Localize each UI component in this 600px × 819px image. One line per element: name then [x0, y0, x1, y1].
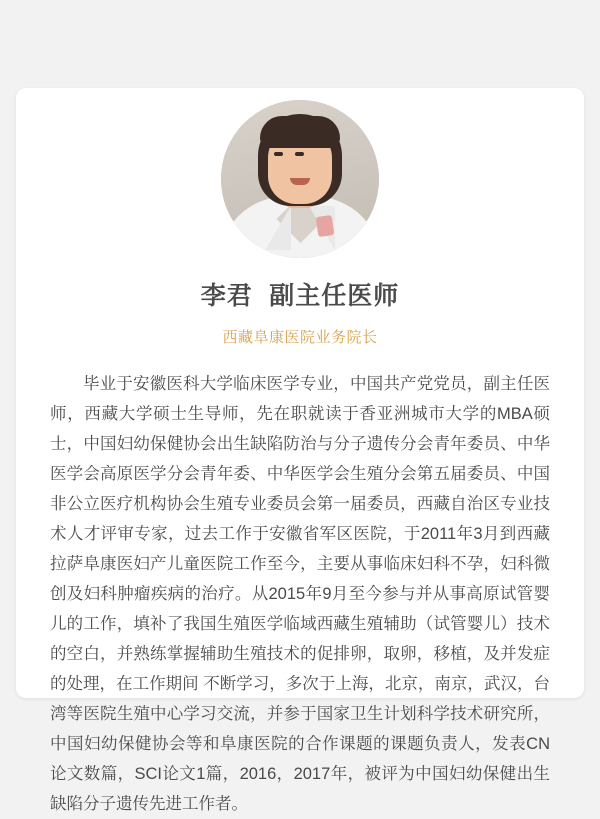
portrait-fringe	[260, 116, 340, 148]
doctor-position: 西藏阜康医院业务院长	[222, 329, 378, 346]
portrait-eye-right	[295, 152, 304, 156]
avatar	[217, 96, 383, 262]
doctor-biography: 毕业于安徽医科大学临床医学专业，中国共产党党员，副主任医师，西藏大学硕士生导师，先在职就读于香亚洲城市大学的MBA硕士，中国妇幼保健协会出生缺陷防治与分子遗传分会青年委员、中华医学会高原医学分会青年委、中华医学会生殖分会第五届委员、中国非公立医疗机构协会生殖专业委员会第一届委员，西藏自治区专业技术人才评审专家，过去工作于安徽省军区医院，于2011年3月到西藏拉萨阜康医妇产儿童医院工作至今，主要从事临床妇科不孕，妇科微创及妇科肿瘤疾病的治疗。从2015年9月至今参与并从事高原试管婴儿的工作，填补了我国生殖医学临域西藏生殖辅助（试管婴儿）技术的空白，并熟练掌握辅助生殖技术的促排卵，取卵，移植，及并发症的处理，在工作期间 不断学习，多次于上海，北京，南京，武汉，台湾等医院生殖中心学习交流，并参于国家卫生计划科学技术研究所，中国妇幼保健协会等和阜康医院的合作课题的课题负责人，发表CN论文数篇，SCI论文1篇，2016，2017年，被评为中国妇幼保健出生缺陷分子遗传先进工作者。	[50, 375, 550, 813]
doctor-title: 副主任医师	[269, 282, 400, 310]
profile-card	[16, 88, 584, 813]
name-row	[50, 276, 550, 312]
portrait-collar-left	[265, 206, 291, 250]
portrait-badge-icon	[316, 215, 335, 237]
profile-content	[16, 188, 584, 819]
portrait-eye-left	[274, 152, 283, 156]
doctor-portrait-photo	[221, 100, 379, 258]
doctor-name: 李君	[200, 282, 253, 310]
